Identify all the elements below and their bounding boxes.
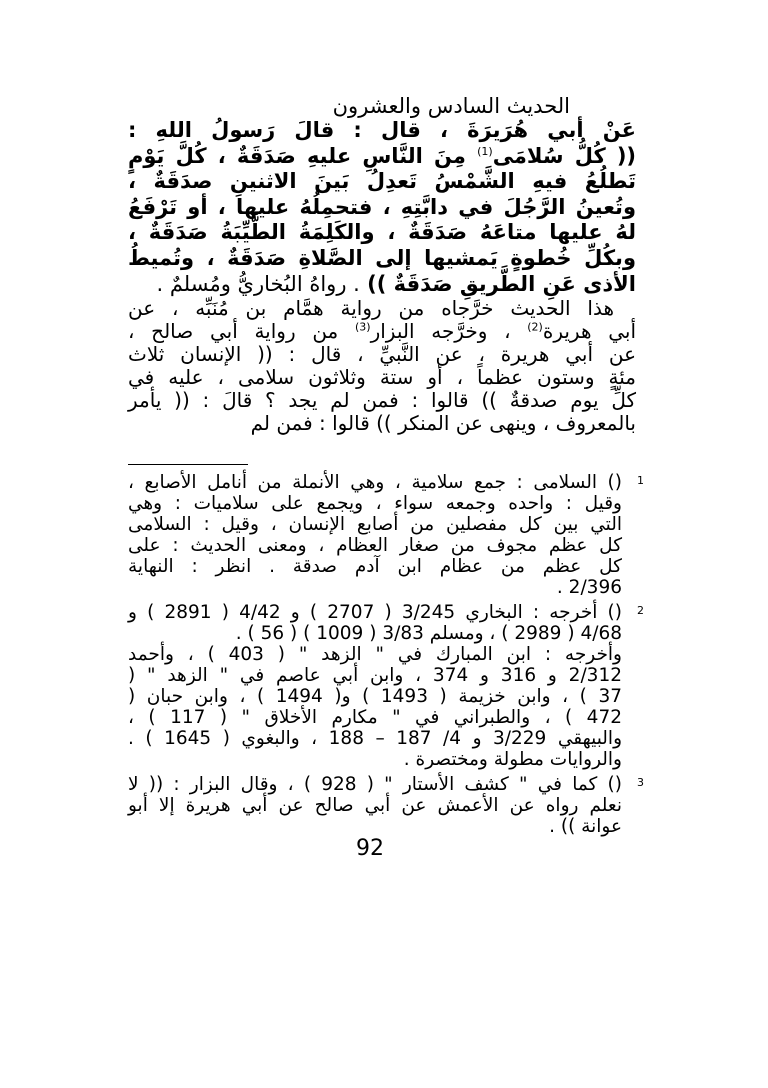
- footnote-line: نعلم رواه عن الأعمش عن أبي صالح عن أبي هريرة إلا أبو: [128, 795, 622, 816]
- footnote-marker: (2): [527, 320, 543, 334]
- footnote-line: كل عظم مجوف من صغار العظام ، ومعنى الحديث : على: [128, 535, 622, 556]
- footnote-line: وقيل : واحده وجمعه سواء ، ويجمع على سلاميات : وهي: [128, 493, 622, 514]
- footnote-2: [128, 602, 644, 770]
- footnote-line: 2/312 و 316 و 374 ، وابن أبي عاصم في " الزهد " (: [128, 665, 622, 686]
- hadith-heading: الحديث السادس والعشرون: [332, 94, 570, 118]
- body-line: [128, 320, 636, 343]
- footnotes-section: [128, 472, 644, 841]
- hadith-line: [128, 144, 636, 170]
- footnote-line: 2/396 .: [556, 577, 622, 598]
- footnote-line: التي بين كل مفصلين من أصابع الإنسان ، وقيل : السلامى: [128, 514, 622, 535]
- footnote-line: () أخرجه : البخاري 3/245 ( 2707 ) و 4/42 ( 2891 ) و: [128, 602, 622, 623]
- main-text: [128, 118, 636, 435]
- body-segment: من رواية أبي صالح ،: [128, 319, 355, 344]
- footnote-line: عوانة )) .: [549, 816, 622, 837]
- hadith-line: وبكُلِّ خُطوةٍ يَمشيها إلى الصَّلاةِ صَدَقَةٌ ، وتُميطُ: [128, 245, 636, 270]
- hadith-line-end: مِنَ النَّاسِ عليهِ صَدَقَةٌ ، كُلَّ يَوْمٍ: [128, 143, 466, 168]
- footnote-line: 4/68 ( 2989 ) ، ومسلم 3/83 ( 1009 ) ( 56 ) .: [235, 623, 622, 644]
- body-line: بالمعروف ، وينهى عن المنكر )) قالوا : فمن لم: [250, 411, 636, 436]
- footnote-1: [128, 472, 644, 598]
- footnote-line: كل عظم من عظام ابن آدم صدقة . انظر : النهاية: [128, 556, 622, 577]
- body-segment: ، وخرَّجه البزار: [370, 319, 528, 344]
- hadith-line: وتُعينُ الرَّجُلَ في دابَّتِهِ ، فتحمِلُهُ عليها ، أو تَرْفَعُ: [128, 194, 636, 219]
- hadith-line-start: (( كُلُّ سُلامَى: [492, 143, 637, 168]
- footnote-number: 2: [637, 604, 644, 617]
- hadith-line: عَنْ أبي هُرَيرَةَ ، قال : قالَ رَسولُ اللهِ :: [128, 118, 636, 142]
- footnote-line: والروايات مطولة ومختصرة .: [403, 749, 622, 770]
- footnote-line: وأخرجه : ابن المبارك في " الزهد " ( 403 ) ، وأحمد: [128, 644, 622, 665]
- body-line: هذا الحديث خرَّجاه من رواية همَّام بن مُنَبِّه ، عن: [128, 296, 614, 321]
- footnote-line: 472 ) ، والطبراني في " مكارم الأخلاق " ( 117 ) ،: [128, 707, 622, 728]
- footnote-line: والبيهقي 3/229 و 4/ 187 – 188 ، والبغوي ( 1645 ) .: [128, 728, 623, 749]
- body-segment: أبي هريرة: [542, 319, 637, 344]
- footnote-line: () كما في " كشف الأستار " ( 928 ) ، وقال البزار : (( لا: [128, 774, 622, 795]
- footnote-line: 37 ) ، وابن خزيمة ( 1493 ) و( 1494 ) ، وابن حبان (: [128, 686, 622, 707]
- hadith-line: [128, 272, 636, 298]
- hadith-line: لهُ عليها متاعَهُ صَدَقَةٌ ، والكَلِمَةُ الطَّيِّبَةُ صَدَقَةٌ ،: [128, 220, 636, 245]
- footnote-number: 3: [637, 776, 644, 789]
- hadith-closing: الأذى عَنِ الطَّريقِ صَدَقَةٌ )): [359, 271, 636, 296]
- footnote-number: 1: [637, 474, 644, 487]
- footnote-line: () السلامى : جمع سلامية ، وهي الأنملة من أنامل الأصابع ،: [128, 472, 622, 493]
- body-line: مئةٍ وستون عظماً ، أو ستة وثلاثون سلامى ، عليه في: [128, 365, 636, 390]
- hadith-reference: . رواهُ البُخاريُّ ومُسلمٌ .: [156, 271, 360, 296]
- page-number: 92: [356, 836, 384, 861]
- footnote-divider: [128, 464, 248, 465]
- footnote-marker: (3): [354, 320, 371, 334]
- hadith-line: تَطلُعُ فيهِ الشَّمْسُ تَعدِلُ بَينَ الاثنينِ صدَقَةٌ ،: [128, 169, 636, 194]
- body-line: عن أبي هريرة ، عن النَّبيِّ ، قال : (( الإنسان ثلاث: [128, 342, 636, 367]
- body-line: كلِّ يوم صدقةٌ )) قالوا : فمن لم يجد ؟ قالَ : (( يأمر: [128, 388, 636, 413]
- footnote-marker: (1): [477, 144, 493, 158]
- footnote-3: [128, 774, 644, 837]
